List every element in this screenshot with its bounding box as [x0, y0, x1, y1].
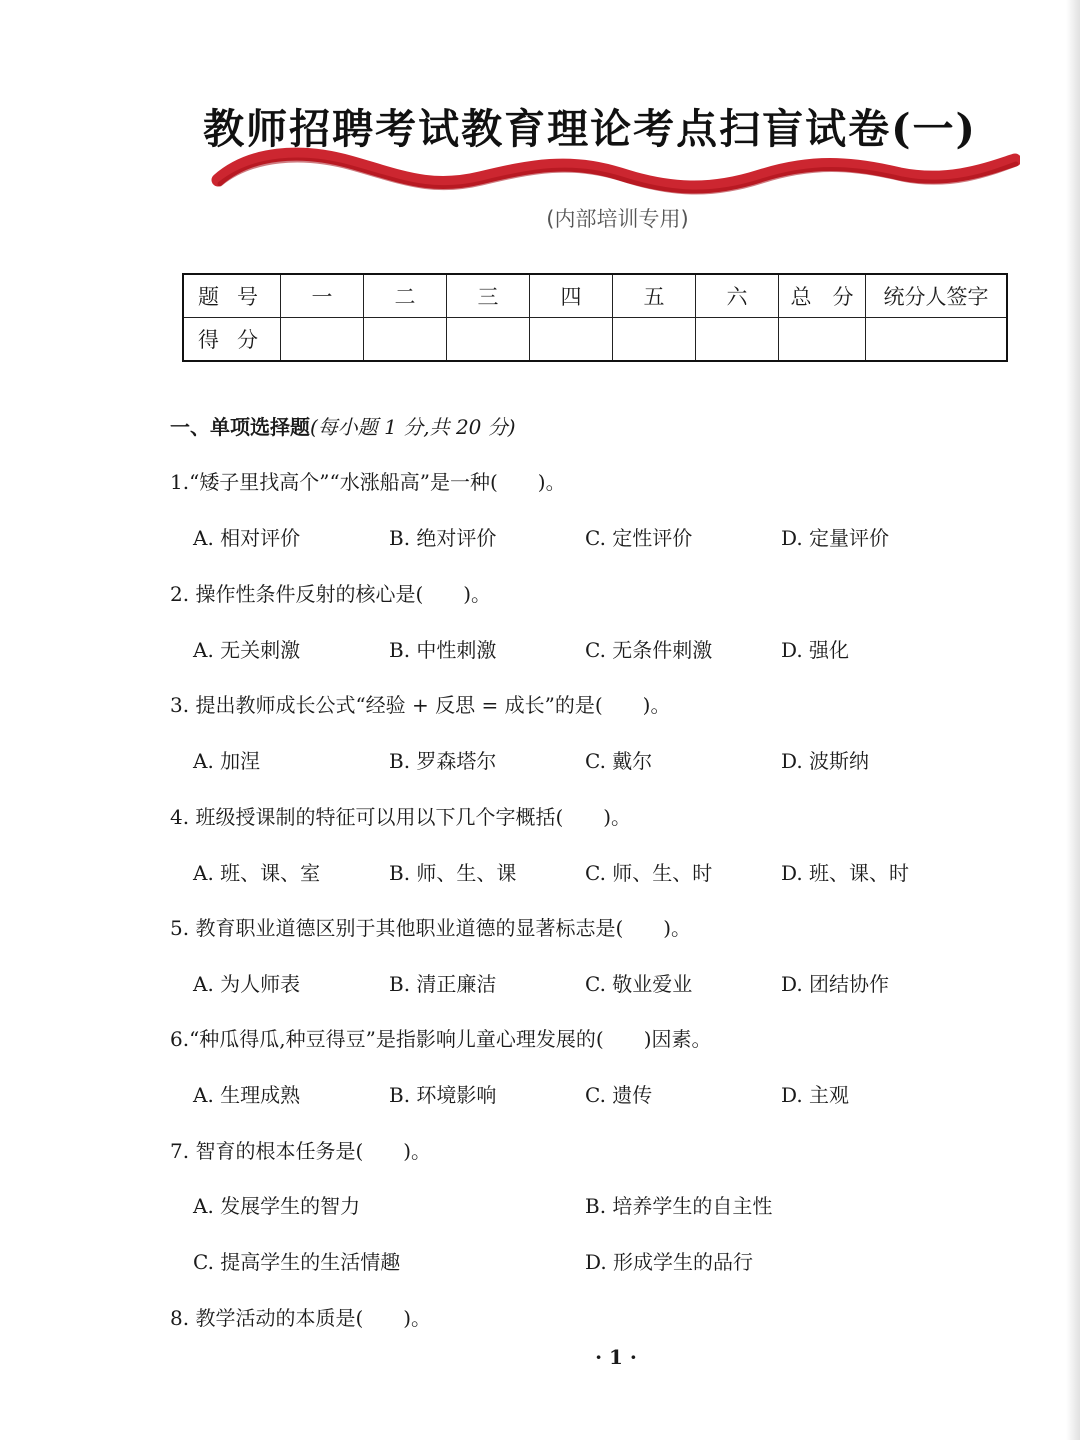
option-a: A. 为人师表 — [193, 972, 301, 996]
option-a: A. 班、课、室 — [193, 861, 321, 885]
option-d: D. 形成学生的品行 — [585, 1250, 754, 1274]
question-3: 3. 提出教师成长公式“经验 + 反思 = 成长”的是( )。 — [170, 693, 671, 717]
score-table-col-6: 六 — [696, 274, 779, 318]
red-wave-underline — [210, 140, 1020, 210]
option-b: B. 师、生、课 — [389, 861, 517, 885]
score-cell — [779, 318, 866, 362]
option-b: B. 清正廉洁 — [389, 972, 497, 996]
option-a: A. 相对评价 — [193, 526, 301, 550]
question-2-options — [193, 634, 993, 664]
question-7: 7. 智育的根本任务是( )。 — [170, 1139, 432, 1163]
score-table-col-signature: 统分人签字 — [866, 274, 1008, 318]
score-cell — [530, 318, 613, 362]
section-note: (每小题 1 分,共 20 分) — [310, 415, 516, 439]
exam-title: 教师招聘考试教育理论考点扫盲试卷(一) — [203, 105, 977, 153]
option-a: A. 生理成熟 — [193, 1083, 301, 1107]
score-table-col-4: 四 — [530, 274, 613, 318]
option-c: C. 戴尔 — [585, 749, 653, 773]
question-7-options-row-1 — [193, 1190, 993, 1220]
option-a: A. 发展学生的智力 — [193, 1194, 361, 1218]
option-b: B. 中性刺激 — [389, 638, 497, 662]
score-table-row-label: 得分 — [183, 318, 281, 362]
question-5: 5. 教育职业道德区别于其他职业道德的显著标志是( )。 — [170, 916, 692, 940]
score-cell — [696, 318, 779, 362]
option-b: B. 培养学生的自主性 — [585, 1194, 773, 1218]
option-c: C. 无条件刺激 — [585, 638, 713, 662]
score-table-col-1: 一 — [281, 274, 364, 318]
score-table-row-label: 题号 — [183, 274, 281, 318]
score-cell — [281, 318, 364, 362]
question-8: 8. 教学活动的本质是( )。 — [170, 1306, 432, 1330]
score-table-header-row — [183, 274, 1007, 318]
option-c: C. 提高学生的生活情趣 — [193, 1250, 401, 1274]
section-title: 一、单项选择题 — [170, 415, 310, 439]
option-b: B. 罗森塔尔 — [389, 749, 497, 773]
option-c: C. 遗传 — [585, 1083, 653, 1107]
option-d: D. 班、课、时 — [781, 861, 910, 885]
option-d: D. 强化 — [781, 638, 850, 662]
question-1-options — [193, 522, 993, 552]
option-b: B. 绝对评价 — [389, 526, 497, 550]
question-6: 6.“种瓜得瓜,种豆得豆”是指影响儿童心理发展的( )因素。 — [170, 1027, 712, 1051]
option-c: C. 敬业爱业 — [585, 972, 693, 996]
score-cell — [866, 318, 1008, 362]
score-table-col-5: 五 — [613, 274, 696, 318]
option-c: C. 师、生、时 — [585, 861, 713, 885]
section-heading — [170, 411, 516, 440]
option-a: A. 加涅 — [193, 749, 261, 773]
option-c: C. 定性评价 — [585, 526, 693, 550]
score-table-score-row — [183, 318, 1007, 362]
question-2: 2. 操作性条件反射的核心是( )。 — [170, 582, 492, 606]
question-6-options — [193, 1079, 993, 1109]
option-d: D. 波斯纳 — [781, 749, 870, 773]
question-3-options — [193, 745, 993, 775]
exam-subtitle: (内部培训专用) — [546, 207, 689, 231]
score-cell — [447, 318, 530, 362]
option-d: D. 团结协作 — [781, 972, 890, 996]
page-number: · 1 · — [595, 1345, 637, 1369]
score-table-col-3: 三 — [447, 274, 530, 318]
option-d: D. 定量评价 — [781, 526, 890, 550]
score-table-col-2: 二 — [364, 274, 447, 318]
option-b: B. 环境影响 — [389, 1083, 497, 1107]
question-4-options — [193, 857, 993, 887]
question-5-options — [193, 968, 993, 998]
question-4: 4. 班级授课制的特征可以用以下几个字概括( )。 — [170, 805, 632, 829]
score-cell — [613, 318, 696, 362]
question-7-options-row-2 — [193, 1246, 993, 1276]
score-cell — [364, 318, 447, 362]
option-a: A. 无关刺激 — [193, 638, 301, 662]
score-table-col-total: 总 分 — [779, 274, 866, 318]
option-d: D. 主观 — [781, 1083, 850, 1107]
score-table — [182, 273, 1008, 362]
question-1: 1.“矮子里找高个”“水涨船高”是一种( )。 — [170, 470, 566, 494]
